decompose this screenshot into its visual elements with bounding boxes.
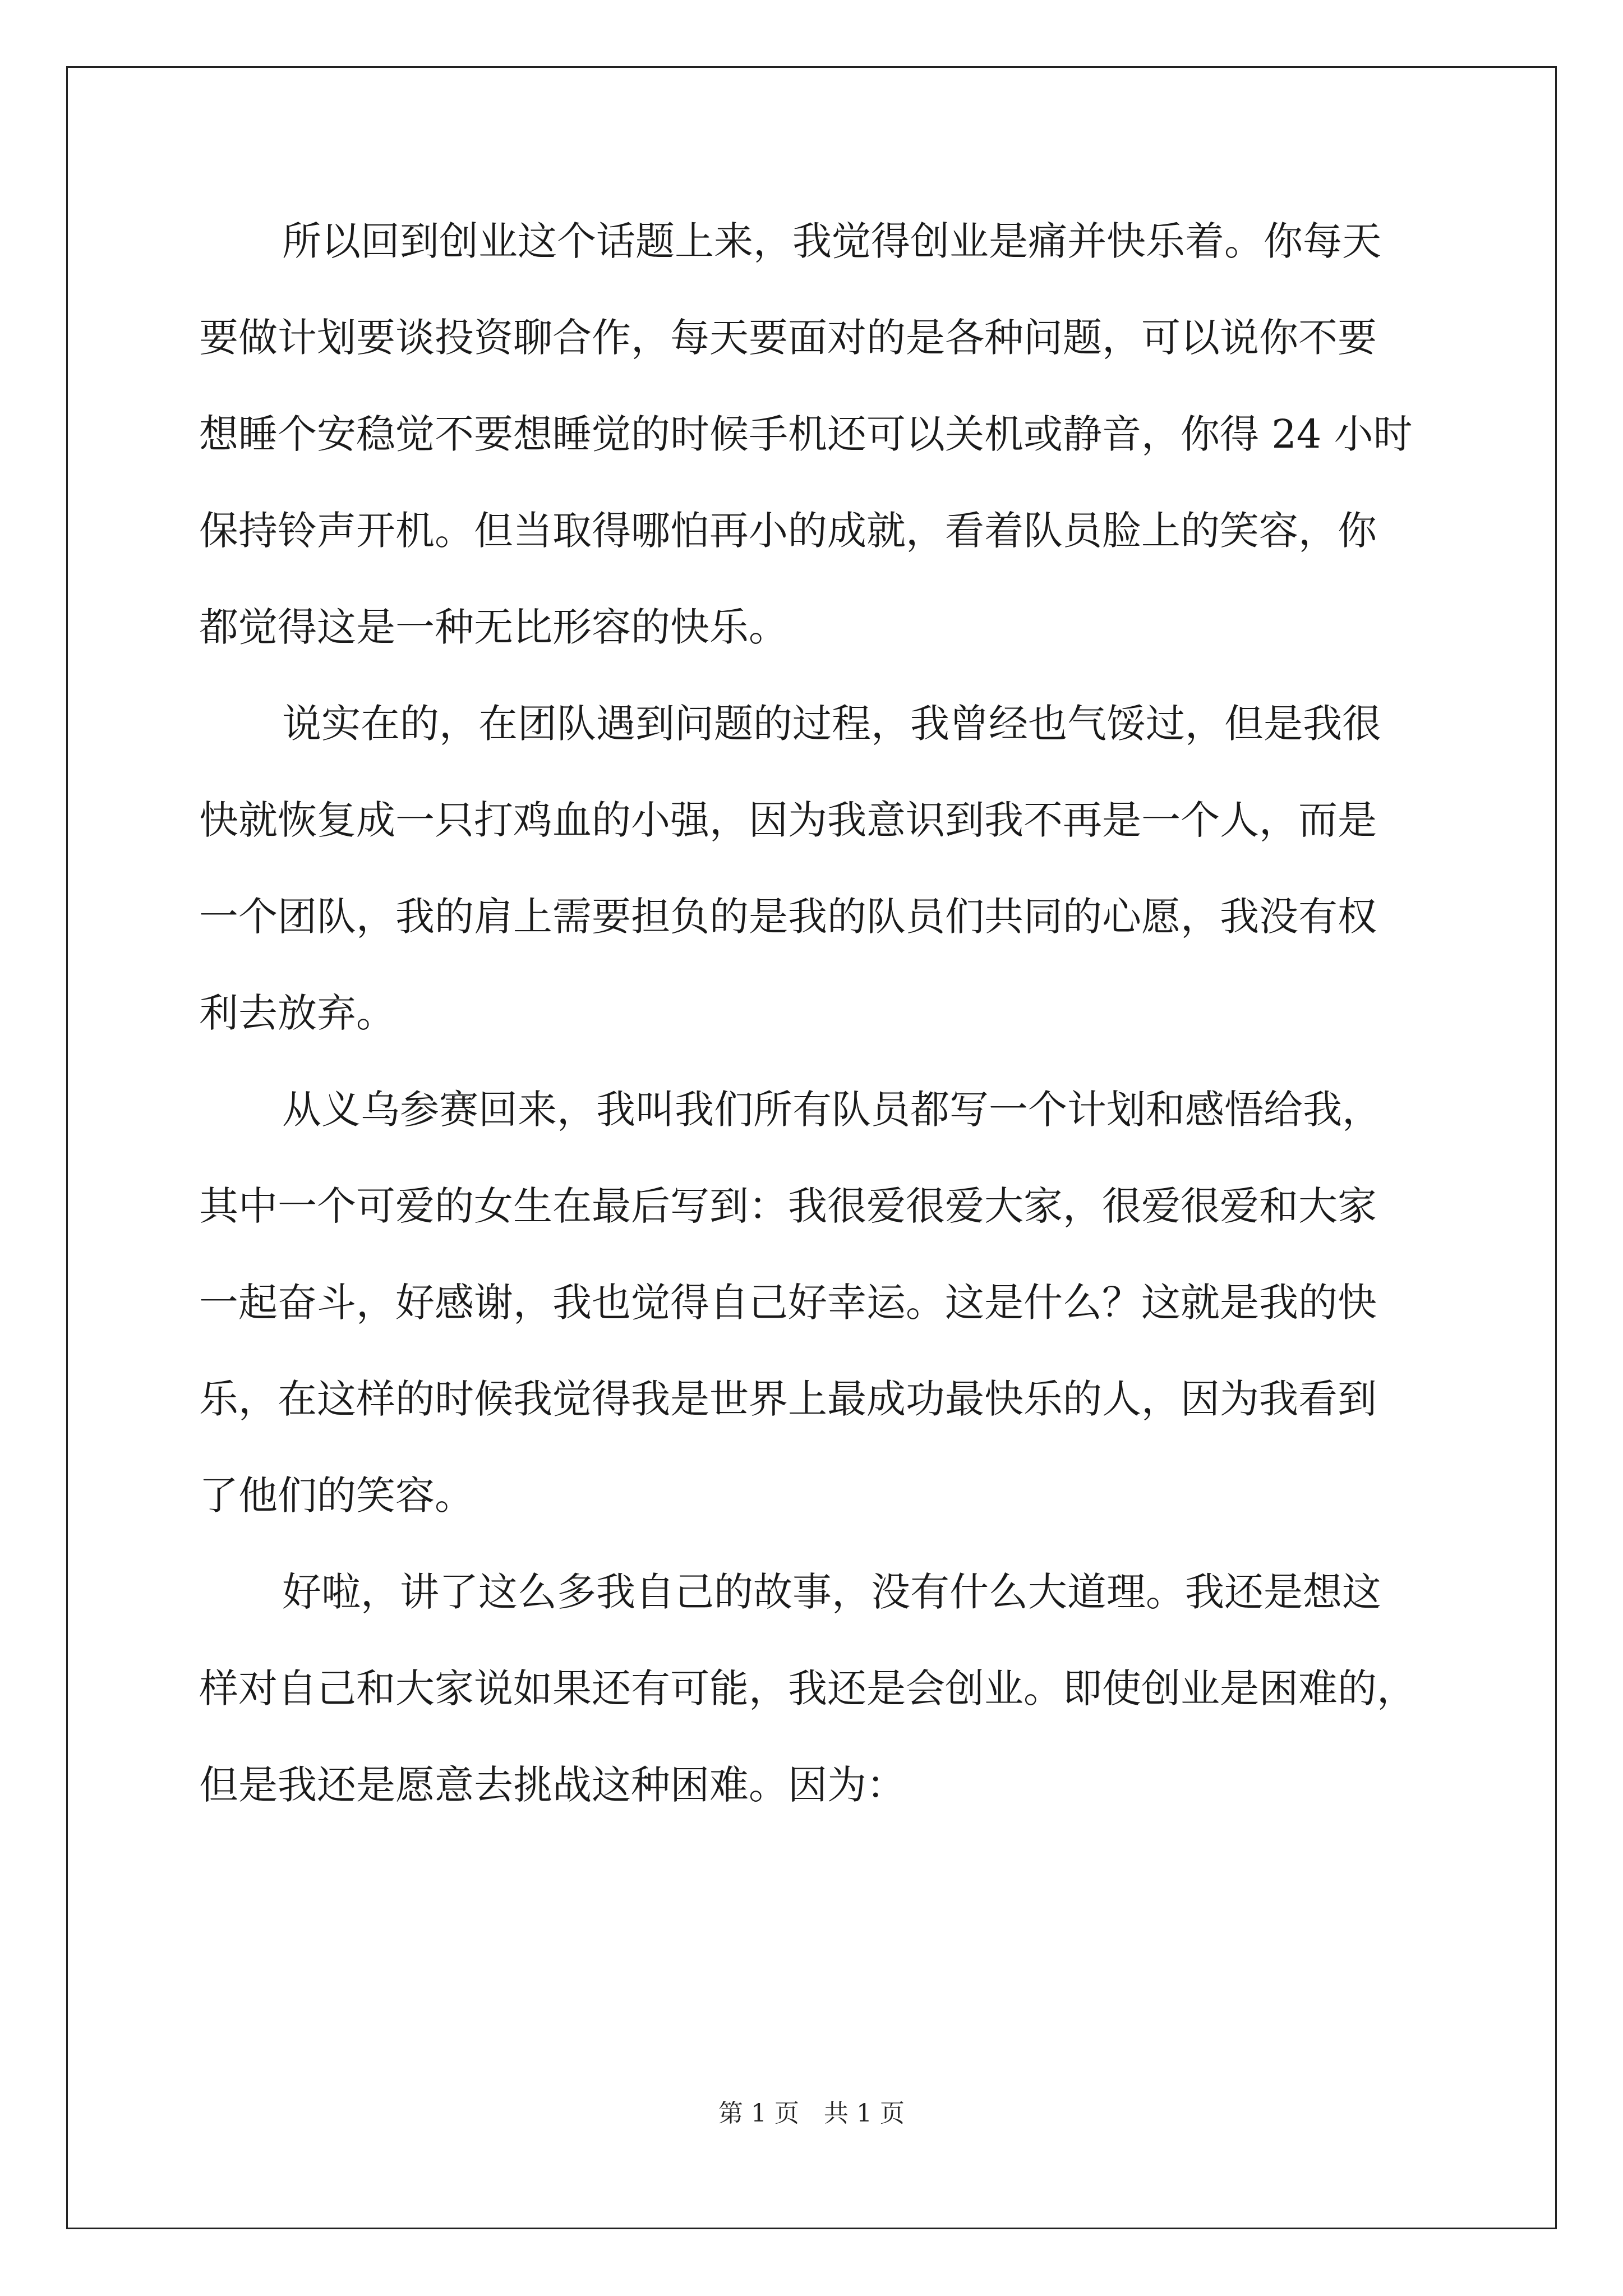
text-line: 一起奋斗，好感谢，我也觉得自己好幸运。这是什么？这就是我的快: [199, 1280, 1377, 1326]
text-line: 但是我还是愿意去挑战这种困难。因为：: [199, 1762, 906, 1808]
text-line: 样对自己和大家说如果还有可能，我还是会创业。即使创业是困难的，: [199, 1665, 1416, 1711]
text-line: 利去放弃。: [199, 990, 395, 1036]
text-line: 好啦，讲了这么多我自己的故事，没有什么大道理。我还是想这: [282, 1569, 1381, 1615]
text-line: 说实在的，在团队遇到问题的过程，我曾经也气馁过，但是我很: [282, 701, 1381, 747]
text-line: 了他们的笑容。: [199, 1473, 474, 1519]
text-line: 一个团队，我的肩上需要担负的是我的队员们共同的心愿，我没有权: [199, 894, 1377, 940]
text-line: 从义乌参赛回来，我叫我们所有队员都写一个计划和感悟给我，: [282, 1087, 1381, 1133]
text-line: 所以回到创业这个话题上来，我觉得创业是痛并快乐着。你每天: [282, 218, 1381, 264]
page-number-footer: 第 1 页 共 1 页: [718, 2099, 905, 2128]
page-border: [66, 66, 1557, 2229]
text-line: 快就恢复成一只打鸡血的小强，因为我意识到我不再是一个人，而是: [199, 797, 1377, 843]
text-line: 保持铃声开机。但当取得哪怕再小的成就，看着队员脸上的笑容，你: [199, 508, 1377, 554]
text-line: 想睡个安稳觉不要想睡觉的时候手机还可以关机或静音，你得 24 小时: [199, 411, 1413, 457]
text-line: 其中一个可爱的女生在最后写到：我很爱很爱大家，很爱很爱和大家: [199, 1183, 1377, 1229]
text-line: 乐，在这样的时候我觉得我是世界上最成功最快乐的人，因为我看到: [199, 1376, 1377, 1422]
text-line: 都觉得这是一种无比形容的快乐。: [199, 604, 788, 650]
text-line: 要做计划要谈投资聊合作，每天要面对的是各种问题，可以说你不要: [199, 315, 1377, 361]
